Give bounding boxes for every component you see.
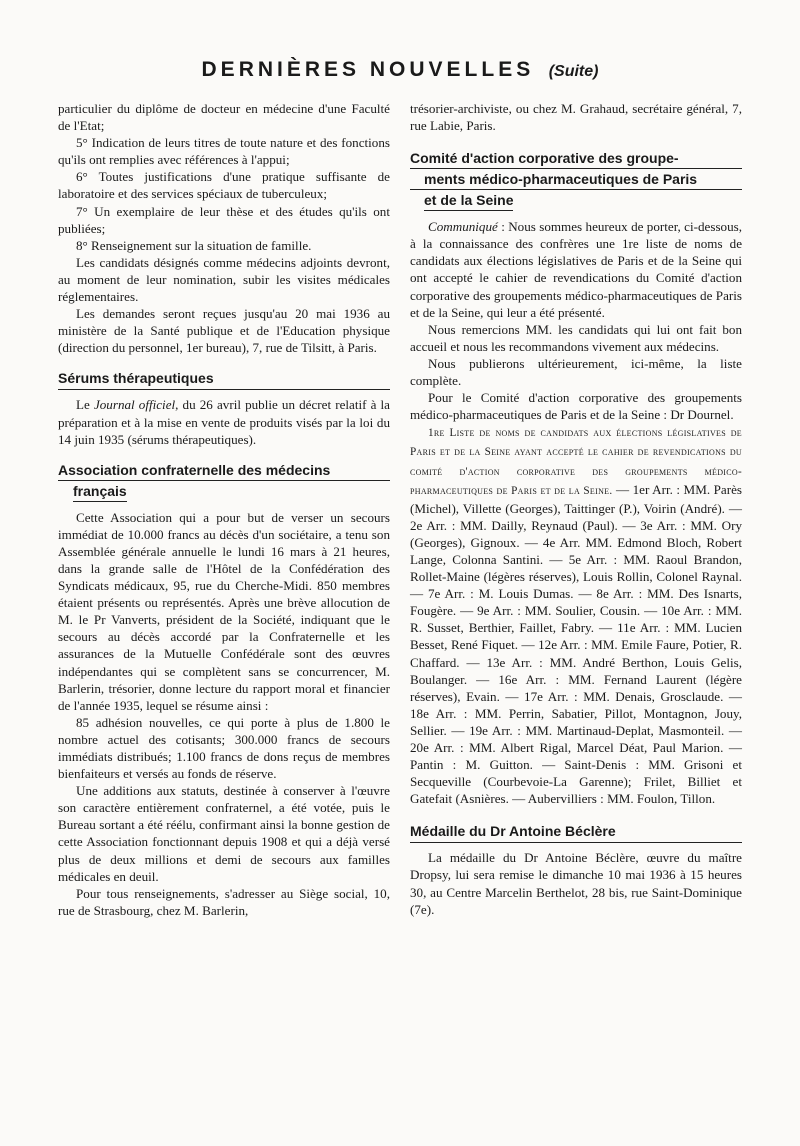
paragraph: 8° Renseignement sur la situation de famille. xyxy=(76,237,312,253)
journal-title: Journal officiel xyxy=(93,397,176,413)
section-title: DERNIÈRES NOUVELLES xyxy=(201,58,535,81)
heading-line: Association confraternelle des médecins xyxy=(58,460,390,481)
paragraph: Nous publierons ultérieurement, ici-même, la liste complète. xyxy=(410,355,742,389)
paragraph: Les demandes seront reçues jusqu'au 20 mai 1936 au ministère de la Santé publique et de l'Education physique (direction du personnel, 1er bureau), 7, rue de Tilsitt, à Paris. xyxy=(58,306,390,356)
paragraph xyxy=(410,218,742,321)
left-column xyxy=(58,100,390,919)
section-suite: (Suite) xyxy=(548,63,599,80)
text-span: : Nous sommes heureux de porter, ci-dessous, à la connaissance des confrères une 1re liste de noms de candidats aux élections législatives de Paris et de la Seine qui ont accepté le cahier de revendications du Comité d'action corporative des groupements médico-pharmaceutiques de Paris et de la Seine, qui leur a été présenté. xyxy=(410,219,742,320)
paragraph: Nous remercions MM. les candidats qui lui ont fait bon accueil et nous les recommandons vivement aux médecins. xyxy=(410,321,742,354)
list-body: — 1er Arr. : MM. Parès (Michel), Villette (Georges), Taittinger (P.), Voirin (André). — 2e Arr. : MM. Dailly, Reynaud (Paul). — 3e Arr. : MM. Ory (Georges), Gignoux. — 4e Arr. MM. Edmond Bloch, Robert Lange, Colonna Santini. — 5e Arr. : MM. Raoul Brandon, Rollet-Maine (légères réserves), Louis Rollin, Colonel Raynal. — 7e Arr. : M. Louis Dumas. — 8e Arr. : MM. Des Isnarts, Fougère. — 9e Arr. : MM. Soulier, Cousin. — 10e Arr. : MM. R. Susset, Berthier, Faillet, Fabry. — 11e Arr. : MM. Lucien Besset, René Fiquet. — 12e Arr. : MM. Emile Faure, Potier, R. Chaffard. — 13e Arr. : MM. André Berthon, Louis Gelis, Boulanger. — 16e Arr. : MM. Fernand Laurent (légère réserves), Evain. — 17e Arr. : MM. Denais, Grosclaude. — 18e Arr. : MM. Perrin, Sabatier, Pillot, Montagnon, Jouy, Sellier. — 19e Arr. : MM. Martinaud-Deplat, Masmonteil. — 20e Arr. : MM. Albert Rigal, Marcel Déat, Paul Marion. — Pantin : M. Guitton. — Saint-Denis : MM. Grisoni et Secqueville (Courbevoie-La Garenne); Frilet, Billiet et Gatefait (Asnières. — Aubervilliers : MM. Foulon, Tillon. xyxy=(410,481,743,807)
text-span: , du 26 avril publie un décret relatif à la préparation et à la mise en vente de produits visés par la loi du 14 juin 1935 (sérums thérapeutiques). xyxy=(58,397,390,447)
heading-line: ments médico-pharmaceutiques de Paris xyxy=(410,169,742,190)
heading-serums: Sérums thérapeutiques xyxy=(58,368,390,390)
heading-line: Comité d'action corporative des groupe- xyxy=(410,148,742,169)
paragraph: Les candidats désignés comme médecins adjoints devront, au moment de leur nomination, subir les visites médicales réglementaires. xyxy=(58,254,390,305)
paragraph: 85 adhésion nouvelles, ce qui porte à plus de 1.800 le nombre actuel des cotisants; 300.000 francs de secours immédiats distribués; 1.100 francs de dons reçus de membres bienfaiteurs et versés au fonds de réserve. xyxy=(58,714,390,782)
paragraph: Pour tous renseignements, s'adresser au Siège social, 10, rue de Strasbourg, chez M. Barlerin, xyxy=(58,885,390,918)
heading-line: français xyxy=(73,481,127,502)
masthead xyxy=(0,58,800,82)
heading-medaille: Médaille du Dr Antoine Béclère xyxy=(410,821,742,843)
heading-line: et de la Seine xyxy=(424,190,513,211)
heading-comite xyxy=(410,148,742,212)
paragraph: particulier du diplôme de docteur en médecine d'une Faculté de l'Etat; xyxy=(58,101,390,134)
paragraph xyxy=(58,396,390,447)
paragraph: 6° Toutes justifications d'une pratique suffisante de laboratoire et des services spéciaux de tuberculeux; xyxy=(58,169,390,202)
paragraph: Cette Association qui a pour but de verser un secours immédiat de 10.000 francs au décès d'un sociétaire, a tenu son Assemblée générale annuelle le lundi 16 mars à 21 heures, dans la grande salle de l'Hôtel de la Confédération des Syndicats médicaux, 95, rue du Cherche-Midi. 850 membres étaient présents ou représentés. Après une brève allocution de M. le Pr Vanverts, président de la Société, indiquant que le secours au décès accordé par la Confraternelle et les assurances de la Mutuelle Confédérale sont des œuvres indépendantes qui se complètent sans se concurrencer, M. Barlerin, trésorier, donne lecture du rapport moral et financier de l'année 1935, lequel se résume ainsi : xyxy=(58,509,390,713)
text-span: Le xyxy=(76,397,94,413)
paragraph: 7° Un exemplaire de leur thèse et des études qu'ils ont publiées; xyxy=(58,203,390,236)
paragraph: La médaille du Dr Antoine Béclère, œuvre du maître Dropsy, lui sera remise le dimanche 10 mai 1936 à 15 heures 30, au Centre Marcelin Berthelot, 28 bis, rue Saint-Dominique (7e). xyxy=(410,850,742,917)
paragraph: Pour le Comité d'action corporative des groupements médico-pharmaceutiques de Paris et de la Seine : Dr Dournel. xyxy=(410,390,742,423)
paragraph: trésorier-archiviste, ou chez M. Grahaud, secrétaire général, 7, rue Labie, Paris. xyxy=(410,101,742,134)
candidate-list xyxy=(410,423,742,807)
paragraph: Une additions aux statuts, destinée à conserver à l'œuvre son caractère entièrement confraternel, a été votée, puis le Bureau sortant a été réélu, confirmant ainsi la bonne gestion de cette Association fonctionnant depuis 1908 et qui a déjà versé plus de deux millions et demi de secours aux familles médicales en deuil. xyxy=(58,783,390,884)
list-heading: 1re Liste de noms de candidats aux élections législatives de Paris et de la Seine ayant accepté le cahier de revendications du comité d'action corporative des groupements médico-pharmaceutiques de Paris et de la Seine. xyxy=(410,427,742,497)
communique-label: Communiqué xyxy=(428,219,498,235)
heading-association xyxy=(58,460,390,503)
paragraph: 5° Indication de leurs titres de toute nature et des fonctions qu'ils ont remplies avec références à l'appui; xyxy=(58,135,390,168)
right-column xyxy=(410,100,742,918)
